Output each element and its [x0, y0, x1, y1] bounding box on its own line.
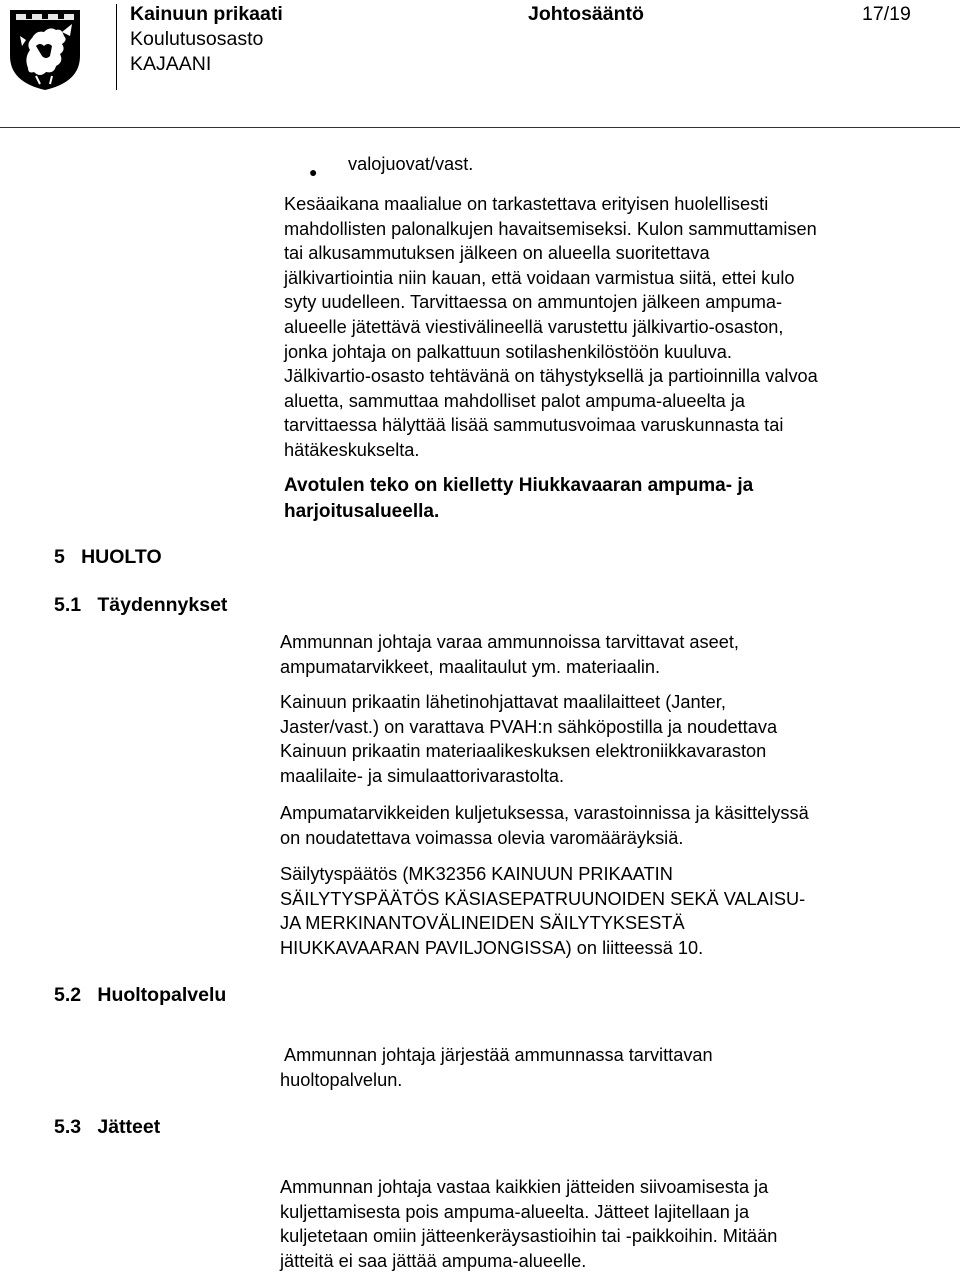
dept-name: Koulutusosasto: [130, 28, 264, 50]
text-line: Säilytyspäätös (MK32356 KAINUUN PRIKAATIN: [280, 864, 673, 884]
section-heading-5: 5 HUOLTO: [54, 546, 162, 568]
text-line: Jaster/vast.) on varattava PVAH:n sähköpostilla ja noudettava: [280, 716, 778, 737]
text-line: jätteitä ei saa jättää ampuma-alueelle.: [280, 1250, 587, 1271]
text-line: tarvittaessa hälyttää lisää sammutusvoimaa varuskunnasta tai: [284, 415, 784, 436]
section-heading-5-2: 5.2 Huoltopalvelu: [54, 984, 227, 1006]
text-line: jonka johtaja on palkattuun sotilashenkilöstöön kuuluva.: [284, 341, 732, 362]
section-heading-5-3: 5.3 Jätteet: [54, 1116, 161, 1138]
text-line: Kainuun prikaatin materiaalikeskuksen elektroniikkavaraston: [280, 741, 767, 762]
text-line: Kesäaikana maalialue on tarkastettava erityisen huolellisesti: [284, 194, 769, 214]
text-line: Ampumatarvikkeiden kuljetuksessa, varastoinnissa ja käsittelyssä: [280, 803, 809, 823]
header-left: [130, 2, 283, 77]
paragraph-equipment: [280, 630, 739, 679]
text-line: Ammunnan johtaja vastaa kaikkien jätteiden siivoamisesta ja: [280, 1177, 769, 1197]
text-line: huoltopalvelun.: [280, 1069, 403, 1090]
text-line: HIUKKAVAARAN PAVILJONGISSA) on liitteessä 10.: [280, 937, 704, 958]
header-divider: [116, 4, 117, 90]
text-line: Avotulen teko on kielletty Hiukkavaaran ampuma- ja: [284, 475, 754, 496]
paragraph-target-devices: [280, 690, 777, 788]
text-line: hätäkeskukselta.: [284, 439, 420, 460]
paragraph-waste: [280, 1175, 777, 1273]
text-line: kuljettamisesta pois ampuma-alueelta. Jätteet lajitellaan ja: [280, 1201, 750, 1222]
text-line: JA MERKINANTOVÄLINEIDEN SÄILYTYKSESTÄ: [280, 913, 685, 934]
text-line: syty uudelleen. Tarvittaessa on ammuntojen jälkeen ampuma-: [284, 292, 783, 313]
text-line: on noudatettava voimassa olevia varomääräyksiä.: [280, 827, 684, 848]
bullet-item-text: valojuovat/vast.: [348, 154, 474, 174]
text-line: Ammunnan johtaja varaa ammunnoissa tarvittavat aseet,: [280, 632, 739, 652]
coat-of-arms-logo: [6, 6, 84, 92]
text-line: SÄILYTYSPÄÄTÖS KÄSIASEPATRUUNOIDEN SEKÄ VALAISU-: [280, 888, 806, 909]
text-line: Jälkivartio-osasto tehtävänä on tähystyksellä ja partioinnilla valvoa: [284, 366, 818, 387]
org-name: Kainuun prikaati: [130, 3, 283, 25]
paragraph-ammunition-handling: [280, 801, 809, 850]
text-line: Ammunnan johtaja järjestää ammunnassa tarvittavan: [284, 1045, 713, 1065]
text-line: tai alkusammutuksen jälkeen on alueella suoritettava: [284, 243, 710, 264]
text-line: maalilaite- ja simulaattorivarastolta.: [280, 765, 565, 786]
text-line: mahdollisten palonalkujen havaitsemiseksi. Kulon sammuttamisen: [284, 218, 817, 239]
bullet-dot: ●: [309, 164, 318, 180]
paragraph-storage-decision: [280, 862, 805, 960]
text-line: jälkivartiointia niin kauan, että voidaan varmistua siitä, ettei kulo: [284, 267, 795, 288]
bold-warning-note: [284, 473, 753, 525]
page-number: 17/19: [862, 3, 911, 25]
text-line: aluetta, sammuttaa mahdolliset palot ampuma-alueelta ja: [284, 390, 746, 411]
section-heading-5-1: 5.1 Täydennykset: [54, 594, 228, 616]
doc-title: Johtosääntö: [528, 3, 644, 25]
city-name: KAJAANI: [130, 53, 212, 75]
paragraph-fire-watch: [284, 192, 818, 463]
text-line: alueelle jätettävä viestivälineellä varustettu jälkivartio-osaston,: [284, 316, 784, 337]
text-line: kuljetetaan omiin jätteenkeräysastioihin tai -paikkoihin. Mitään: [280, 1226, 778, 1247]
paragraph-maintenance: [280, 1043, 713, 1092]
text-line: ampumatarvikkeet, maalitaulut ym. materiaalin.: [280, 656, 661, 677]
text-line: Kainuun prikaatin lähetinohjattavat maalilaitteet (Janter,: [280, 692, 726, 712]
text-line: harjoitusalueella.: [284, 501, 440, 522]
header-rule: [0, 127, 960, 128]
